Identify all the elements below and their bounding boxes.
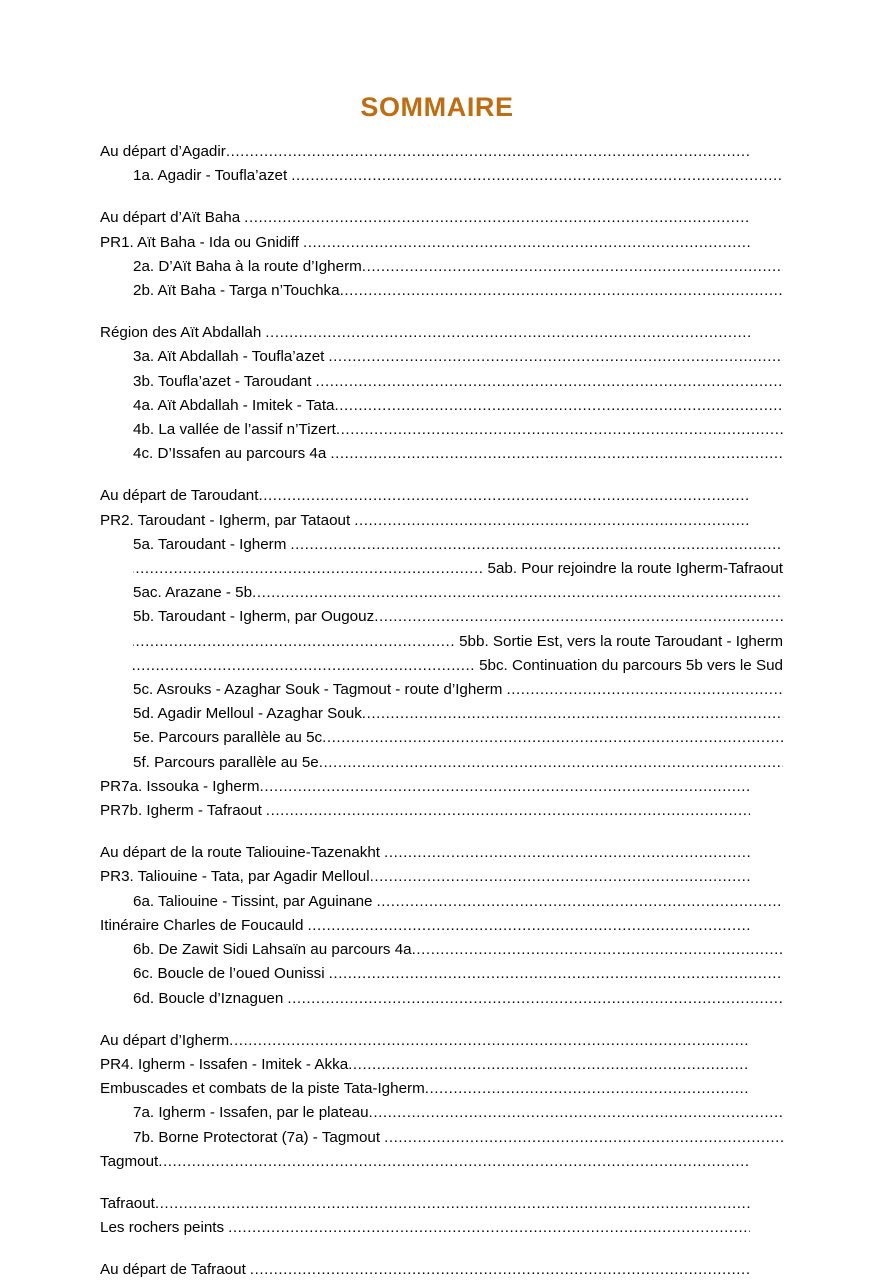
toc-entry[interactable] [100, 1101, 783, 1125]
toc-entry-label: Au départ d’Agadir [100, 143, 226, 160]
toc-entry-label: Au départ d’Igherm [100, 1031, 230, 1049]
toc-dot-leader [374, 605, 783, 629]
toc-entry-label: 6b. De Zawit Sidi Lahsaïn au parcours 4a [133, 941, 412, 959]
toc-dot-leader [384, 1126, 783, 1150]
toc-dot-leader [330, 442, 783, 466]
toc-dot-leader [340, 279, 783, 303]
toc-entry-label: 4c. D’Issafen au parcours 4a [133, 445, 327, 463]
toc-entry[interactable] [100, 1150, 750, 1174]
toc-entry-label: 5bc. Continuation du parcours 5b vers le Sud [479, 656, 783, 674]
toc-entry[interactable] [100, 678, 783, 702]
toc-entry[interactable] [100, 279, 783, 303]
toc-dot-leader [260, 775, 750, 799]
toc-entry[interactable] [100, 509, 750, 533]
toc-entry-label: 5bb. Sortie Est, vers la route Taroudant - Igherm [459, 632, 783, 650]
toc-entry[interactable] [100, 987, 783, 1011]
toc-entry[interactable] [100, 557, 783, 581]
toc-entry-label: Au départ de Taroudant [100, 487, 259, 505]
toc-entry[interactable] [100, 140, 750, 164]
toc-dot-leader [369, 1101, 783, 1125]
toc-entry[interactable] [100, 418, 783, 442]
toc-entry-label: Au départ de la route Taliouine-Tazenakht [100, 844, 381, 862]
toc-entry-label: Tafraout [100, 1194, 155, 1212]
toc-section [100, 484, 783, 823]
toc-entry-label: Au départ d’Aït Baha [100, 209, 241, 227]
toc-entry[interactable] [100, 345, 783, 369]
toc-dot-leader [348, 1053, 750, 1077]
toc-entry[interactable] [100, 321, 750, 345]
toc-entry-label: 5f. Parcours parallèle au 5e [133, 753, 319, 771]
toc-entry-label: 5e. Parcours parallèle au 5c [133, 729, 323, 747]
toc-entry[interactable] [100, 702, 783, 726]
toc-entry[interactable] [100, 1077, 750, 1101]
toc-entry[interactable] [100, 726, 783, 750]
toc-entry[interactable] [100, 164, 783, 188]
toc-dot-leader [291, 164, 783, 188]
toc-entry-label: 7b. Borne Protectorat (7a) - Tagmout [133, 1128, 381, 1146]
toc-section [100, 1192, 750, 1240]
toc-entry[interactable] [100, 370, 783, 394]
toc-section [100, 140, 750, 188]
toc-entry-label: 6d. Boucle d’Iznaguen [133, 989, 284, 1007]
toc-entry-label: 1a. Agadir - Toufla’azet [133, 167, 288, 185]
toc-entry-label: PR7a. Issouka - Igherm [100, 777, 260, 795]
toc-entry-label: Au départ de Tafraout [100, 1261, 246, 1279]
toc-entry-label: 3b. Toufla’azet - Taroudant [133, 372, 312, 390]
toc-entry-label: PR4. Igherm - Issafen - Imitek - Akka [100, 1055, 349, 1073]
toc-entry[interactable] [100, 654, 783, 678]
toc-dot-leader [329, 962, 783, 986]
toc-entry-label: PR7b. Igherm - Tafraout [100, 802, 262, 820]
toc-entry[interactable] [100, 605, 783, 629]
toc-entry[interactable] [100, 865, 750, 889]
toc-dot-leader [354, 509, 750, 533]
toc-entry-label: 5ab. Pour rejoindre la route Igherm-Tafraout [487, 560, 783, 578]
toc-section [100, 321, 750, 466]
toc-entry[interactable] [100, 1029, 750, 1053]
toc-entry-label: 2b. Aït Baha - Targa n’Touchka [133, 282, 340, 300]
toc-dot-leader [336, 418, 783, 442]
toc-dot-leader [362, 702, 783, 726]
toc-entry[interactable] [100, 442, 783, 466]
toc-entry[interactable] [100, 1126, 783, 1150]
toc-entry-label: PR3. Taliouine - Tata, par Agadir Melloul [100, 868, 370, 886]
toc-entry[interactable] [100, 1192, 750, 1216]
toc-dot-leader [226, 140, 750, 164]
toc-entry[interactable] [100, 533, 783, 557]
toc-dot-leader [252, 581, 783, 605]
toc-dot-leader [506, 678, 783, 702]
toc-entry-label: 4b. La vallée de l’assif n’Tizert [133, 421, 336, 439]
toc-dot-leader [265, 321, 750, 345]
toc-entry-label: Tagmout [100, 1152, 159, 1170]
toc-section [100, 206, 750, 303]
toc-entry[interactable] [100, 581, 783, 605]
toc-entry-label: 5c. Asrouks - Azaghar Souk - Tagmout - route d’Igherm [133, 681, 503, 699]
toc-dot-leader [377, 890, 784, 914]
toc-entry-label: 6a. Taliouine - Tissint, par Aguinane [133, 892, 373, 910]
toc-dot-leader [228, 1216, 750, 1240]
toc-dot-leader [290, 533, 783, 557]
table-of-contents [100, 140, 783, 1283]
toc-dot-leader [158, 1150, 750, 1174]
toc-section [100, 1258, 750, 1282]
toc-entry[interactable] [100, 962, 783, 986]
toc-dot-leader [133, 630, 455, 654]
toc-dot-leader [287, 987, 783, 1011]
toc-entry[interactable] [100, 394, 783, 418]
toc-entry[interactable] [100, 751, 783, 775]
toc-dot-leader [384, 841, 750, 865]
toc-dot-leader [307, 914, 750, 938]
toc-dot-leader [315, 370, 783, 394]
toc-dot-leader [133, 557, 484, 581]
toc-dot-leader [328, 345, 783, 369]
toc-dot-leader [334, 394, 783, 418]
toc-entry[interactable] [100, 1053, 750, 1077]
toc-section [100, 841, 750, 1010]
toc-entry-label: 6c. Boucle de l’oued Ounissi [133, 965, 325, 983]
toc-entry-label: 2a. D’Aït Baha à la route d’Igherm [133, 257, 362, 275]
toc-dot-leader [362, 255, 783, 279]
toc-entry-label: PR2. Taroudant - Igherm, par Tataout [100, 511, 351, 529]
toc-entry-label: 5a. Taroudant - Igherm [133, 535, 287, 553]
toc-entry[interactable] [100, 841, 750, 865]
toc-dot-leader [229, 1029, 750, 1053]
toc-dot-leader [250, 1258, 750, 1282]
toc-dot-leader [425, 1077, 750, 1101]
toc-dot-leader [258, 484, 750, 508]
toc-dot-leader [244, 206, 750, 230]
toc-section [100, 1029, 750, 1174]
toc-entry[interactable] [100, 890, 783, 914]
toc-dot-leader [319, 751, 783, 775]
toc-entry[interactable] [100, 206, 750, 230]
toc-entry-label: Itinéraire Charles de Foucauld [100, 916, 304, 934]
toc-dot-leader [155, 1192, 750, 1216]
toc-entry-label: Les rochers peints [100, 1219, 225, 1237]
toc-entry[interactable] [100, 914, 750, 938]
toc-entry-label: 7a. Igherm - Issafen, par le plateau [133, 1104, 369, 1122]
toc-entry[interactable] [100, 255, 783, 279]
toc-dot-leader [266, 799, 750, 823]
toc-entry[interactable] [100, 484, 750, 508]
toc-dot-leader [322, 726, 783, 750]
toc-entry-label: 4a. Aït Abdallah - Imitek - Tata [133, 396, 335, 414]
toc-entry[interactable] [100, 630, 783, 654]
toc-entry[interactable] [100, 775, 750, 799]
toc-entry-label: 5b. Taroudant - Igherm, par Ougouz [133, 608, 375, 626]
toc-dot-leader [133, 654, 475, 678]
toc-entry[interactable] [100, 1258, 750, 1282]
toc-dot-leader [370, 866, 750, 890]
toc-dot-leader [303, 231, 750, 255]
toc-entry[interactable] [100, 799, 750, 823]
toc-entry-label: Région des Aït Abdallah [100, 324, 262, 342]
toc-entry-label: Embuscades et combats de la piste Tata-Igherm [100, 1080, 425, 1098]
toc-entry[interactable] [100, 1216, 750, 1240]
toc-entry-label: 5ac. Arazane - 5b [133, 584, 253, 602]
toc-dot-leader [412, 938, 783, 962]
toc-entry[interactable] [100, 231, 750, 255]
page-title: SOMMAIRE [360, 92, 514, 122]
toc-entry-label: 3a. Aït Abdallah - Toufla’azet [133, 348, 325, 366]
toc-entry-label: PR1. Aït Baha - Ida ou Gnidiff [100, 233, 299, 251]
toc-entry-label: 5d. Agadir Melloul - Azaghar Souk [133, 705, 362, 723]
toc-entry[interactable] [100, 938, 783, 962]
